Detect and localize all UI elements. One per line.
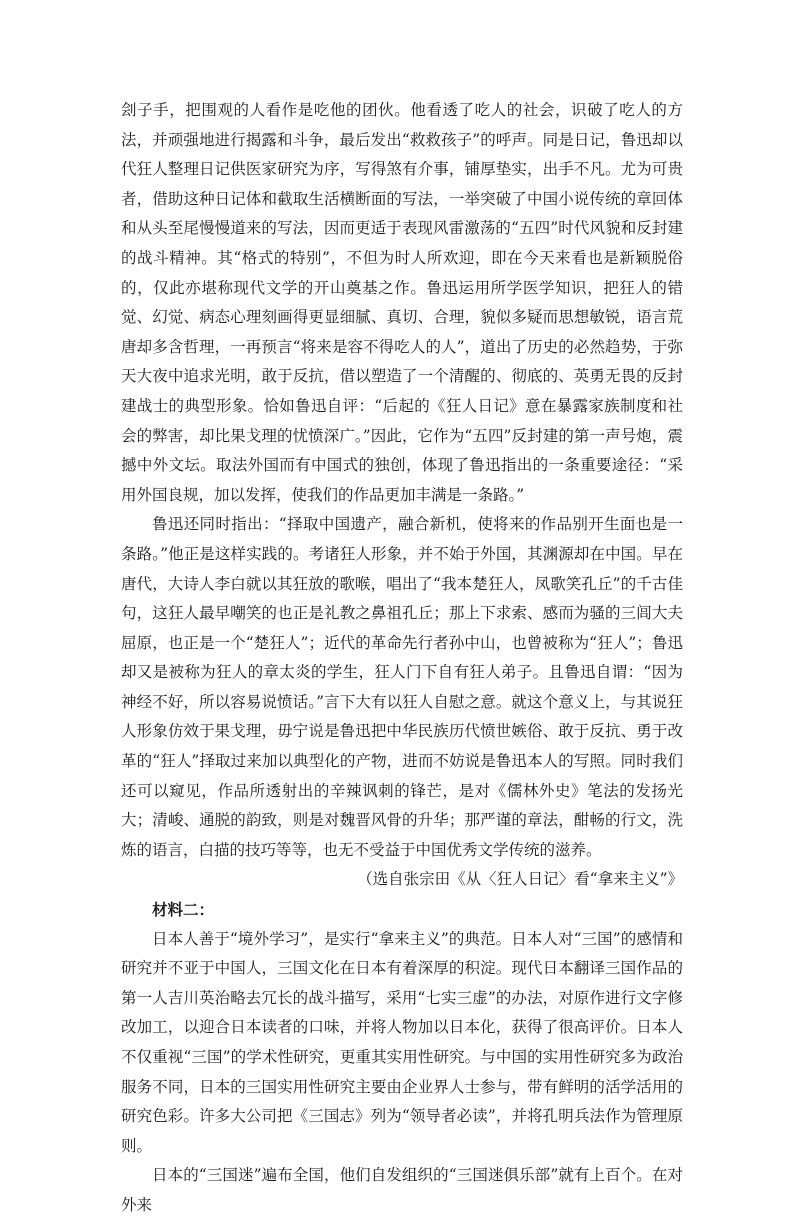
source-citation: （选自张宗田《从〈狂人日记〉看“拿来主义”》 xyxy=(357,870,683,889)
material-two-paragraph-2: 日本的“三国迷”遍布全国，他们自发组织的“三国迷俱乐部”就有上百个。在对外来 xyxy=(121,1166,683,1214)
document-page xyxy=(121,96,683,1221)
material-two-heading: 材料二： xyxy=(152,900,215,920)
paragraph-2: 鲁迅还同时指出：“择取中国遗产，融合新机，使将来的作品别开生面也是一条路。”他正是这样实践的。考诸狂人形象，并不始于外国，其渊源却在中国。早在唐代，大诗人李白就以其狂放的歌喉，唱出了“我本楚狂人，凤歌笑孔丘”的千古佳句，这狂人最早嘲笑的也正是礼教之鼻祖孔丘；那上下求索、感而为骚的三闾大夫屈原，也正是一个“楚狂人”；近代的革命先行者孙中山，也曾被称为“狂人”；鲁迅却又是被称为狂人的章太炎的学生，狂人门下自有狂人弟子。且鲁迅自谓：“因为神经不好，所以容易说愤话。”言下大有以狂人自慰之意。就这个意义上，与其说狂人形象仿效于果戈理，毋宁说是鲁迅把中华民族历代愤世嫉俗、敢于反抗、勇于改革的“狂人”择取过来加以典型化的产物，进而不妨说是鲁迅本人的写照。同时我们还可以窥见，作品所透射出的辛辣讽刺的锋芒，是对《儒林外史》笔法的发扬光大；清峻、通脱的韵致，则是对魏晋风骨的升华；那严谨的章法，酣畅的行文，洗炼的语言，白描的技巧等等，也无不受益于中国优秀文学传统的滋养。 xyxy=(121,515,683,859)
material-two-paragraph-1: 日本人善于“境外学习”，是实行“拿来主义”的典范。日本人对“三国”的感情和研究并不亚于中国人，三国文化在日本有着深厚的积淀。现代日本翻译三国作品的第一人吉川英治略去冗长的战斗描写，采用“七实三虚”的办法，对原作进行文字修改加工，以迎合日本读者的口味，并将人物加以日本化，获得了很高评价。日本人不仅重视“三国”的学术性研究，更重其实用性研究。与中国的实用性研究多为政治服务不同，日本的三国实用性研究主要由企业界人士参与，带有鲜明的活学活用的研究色彩。许多大公司把《三国志》列为“领导者必读”，并将孔明兵法作为管理原则。 xyxy=(121,929,683,1155)
paragraph-1: 刽子手，把围观的人看作是吃他的团伙。他看透了吃人的社会，识破了吃人的方法，并顽强地进行揭露和斗争，最后发出“救救孩子”的呼声。同是日记，鲁迅却以代狂人整理日记供医家研究为序，写得煞有介事，铺厚垫实，出手不凡。尤为可贵者，借助这种日记体和截取生活横断面的写法，一举突破了中国小说传统的章回体和从头至尾慢慢道来的写法，因而更适于表现风雷激荡的“五四”时代风貌和反封建的战斗精神。其“格式的特别”，不但为时人所欢迎，即在今天来看也是新颖脱俗的，仅此亦堪称现代文学的开山奠基之作。鲁迅运用所学医学知识，把狂人的错觉、幻觉、病态心理刻画得更显细腻、真切、合理，貌似多疑而思想敏锐，语言荒唐却多含哲理，一再预言“将来是容不得吃人的人”，道出了历史的必然趋势，于弥天大夜中追求光明，敢于反抗，借以塑造了一个清醒的、彻底的、英勇无畏的反封建战士的典型形象。恰如鲁迅自评：“后起的《狂人日记》意在暴露家族制度和社会的弊害，却比果戈理的忧愤深广。”因此，它作为“五四”反封建的第一声号炮，震撼中外文坛。取法外国而有中国式的独创，体现了鲁迅指出的一条重要途径：“采用外国良规，加以发挥，使我们的作品更加丰满是一条路。” xyxy=(121,101,683,504)
